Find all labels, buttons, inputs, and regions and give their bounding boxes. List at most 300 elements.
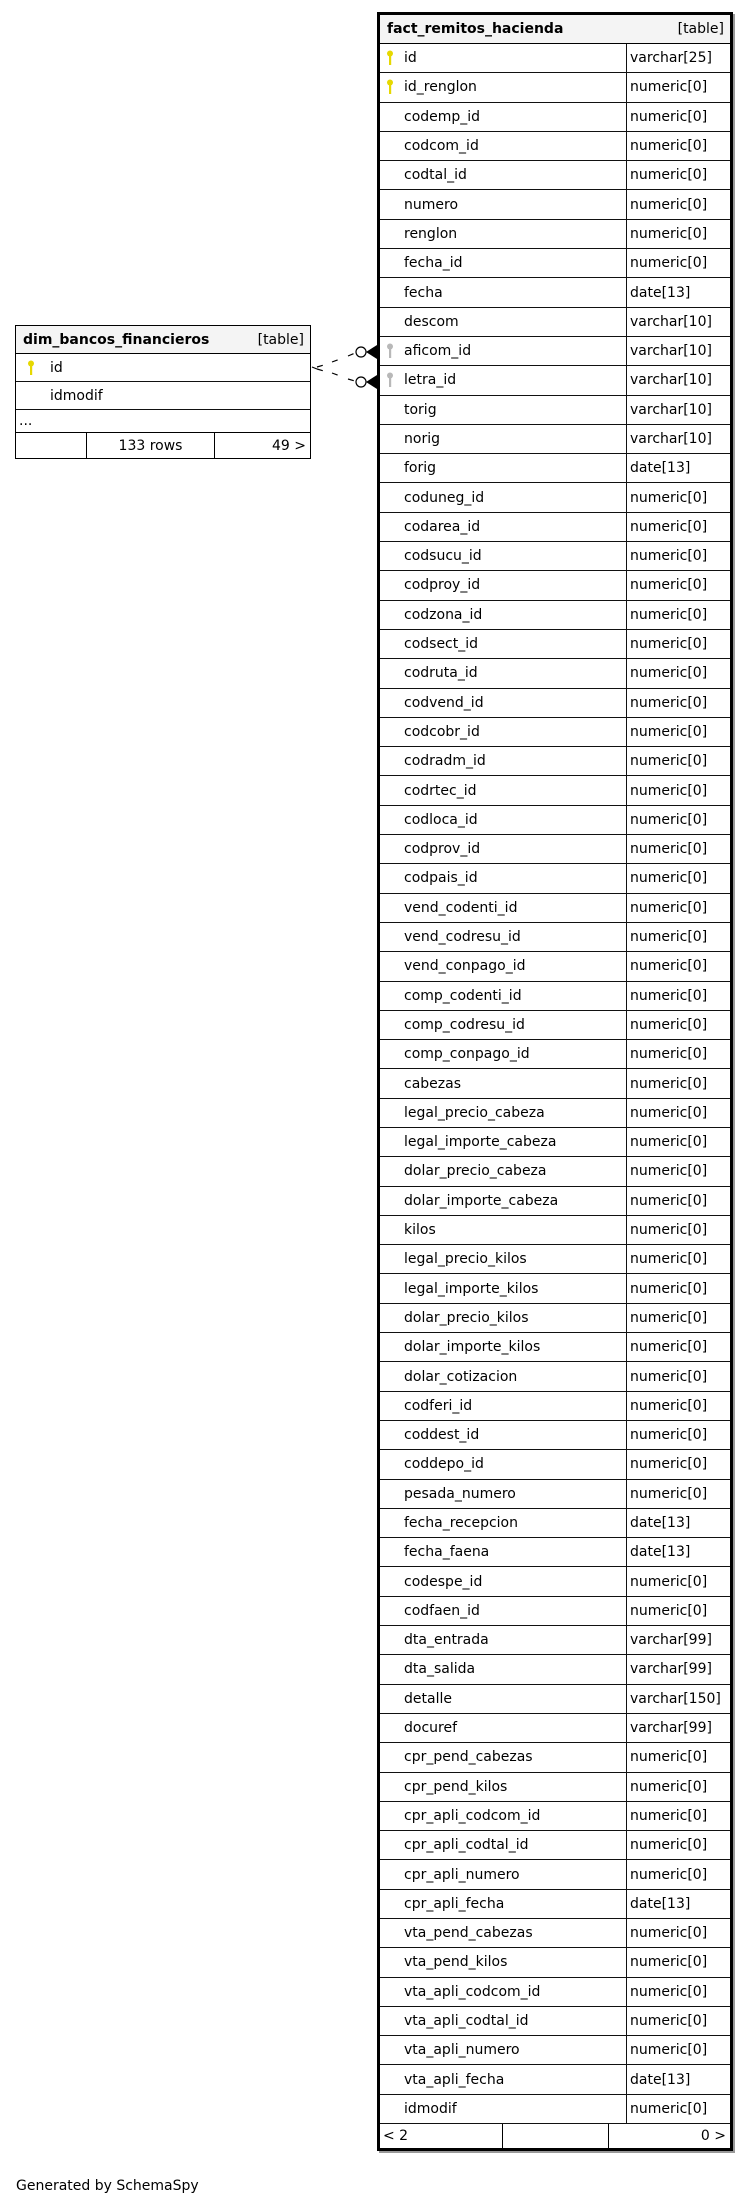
column-type: numeric[0]	[626, 1802, 730, 1830]
column-row-cabezas[interactable]	[380, 1069, 730, 1098]
column-type: numeric[0]	[626, 1304, 730, 1332]
column-name: coddest_id	[404, 1427, 480, 1444]
no-key-slot	[380, 659, 400, 687]
column-row-cpr-pend-kilos[interactable]	[380, 1773, 730, 1802]
column-type: numeric[0]	[626, 1392, 730, 1420]
column-name: codprov_id	[404, 841, 481, 858]
primary-key-icon	[16, 354, 46, 381]
column-name: vta_apli_codtal_id	[404, 2013, 529, 2030]
column-row-cpr-apli-codtal-id[interactable]	[380, 1831, 730, 1860]
column-name: coduneg_id	[404, 489, 485, 506]
column-type: numeric[0]	[626, 2007, 730, 2035]
column-name: dolar_precio_cabeza	[404, 1163, 547, 1180]
column-row-renglon[interactable]	[380, 220, 730, 249]
column-name: codtal_id	[404, 167, 467, 184]
column-row-vta-apli-codtal-id[interactable]	[380, 2007, 730, 2036]
column-name: dolar_importe_cabeza	[404, 1192, 559, 1209]
column-type: numeric[0]	[626, 73, 730, 101]
column-row-cpr-apli-numero[interactable]	[380, 1860, 730, 1889]
column-row-id[interactable]	[16, 354, 310, 382]
column-row-dolar-precio-cabeza[interactable]	[380, 1157, 730, 1186]
no-key-slot	[380, 952, 400, 980]
no-key-slot	[380, 2007, 400, 2035]
column-row-cpr-apli-fecha[interactable]	[380, 1890, 730, 1919]
no-key-slot	[380, 747, 400, 775]
column-row-codradm-id[interactable]	[380, 747, 730, 776]
no-key-slot	[380, 1919, 400, 1947]
column-name: norig	[404, 431, 440, 447]
no-key-slot	[380, 1978, 400, 2006]
column-name: codfaen_id	[404, 1602, 480, 1619]
column-row-codcom-id[interactable]	[380, 132, 730, 161]
column-type: numeric[0]	[626, 923, 730, 951]
column-type: numeric[0]	[626, 1831, 730, 1859]
column-name: legal_precio_kilos	[404, 1251, 527, 1268]
column-row-codsect-id[interactable]	[380, 630, 730, 659]
column-name: vta_pend_kilos	[404, 1954, 508, 1971]
column-name: vta_apli_codcom_id	[404, 1983, 541, 2000]
column-name: legal_importe_kilos	[404, 1280, 539, 1297]
column-name: dolar_precio_kilos	[404, 1309, 529, 1326]
no-key-slot	[380, 1011, 400, 1039]
no-key-slot	[380, 1626, 400, 1654]
no-key-slot	[380, 220, 400, 248]
column-row-dolar-precio-kilos[interactable]	[380, 1304, 730, 1333]
no-key-slot	[380, 571, 400, 599]
column-name: legal_precio_cabeza	[404, 1104, 545, 1121]
column-type: numeric[0]	[626, 1860, 730, 1888]
column-name: renglon	[404, 225, 458, 242]
primary-key-icon	[380, 73, 400, 101]
column-row-norig[interactable]	[380, 425, 730, 454]
generated-by-label: Generated by SchemaSpy	[16, 2178, 199, 2194]
column-row-torig[interactable]	[380, 396, 730, 425]
relationship-connector	[310, 340, 380, 390]
column-name: fecha_recepcion	[404, 1514, 518, 1531]
children-count: 49 >	[272, 437, 306, 454]
table-name[interactable]: dim_bancos_financieros	[23, 331, 210, 348]
column-name: coddepo_id	[404, 1456, 484, 1473]
column-type: numeric[0]	[626, 1362, 730, 1390]
no-key-slot	[380, 1714, 400, 1742]
table-header[interactable]	[380, 15, 730, 44]
column-row-dolar-importe-cabeza[interactable]	[380, 1187, 730, 1216]
no-key-slot	[380, 806, 400, 834]
column-type: numeric[0]	[626, 747, 730, 775]
column-type: numeric[0]	[626, 1567, 730, 1595]
more-columns-ellipsis: ...	[16, 410, 310, 433]
column-type: numeric[0]	[626, 1919, 730, 1947]
table-footer	[380, 2124, 730, 2148]
column-name: dolar_importe_kilos	[404, 1339, 541, 1356]
column-row-codfaen-id[interactable]	[380, 1597, 730, 1626]
column-name: fecha_id	[404, 255, 463, 272]
column-row-vta-pend-kilos[interactable]	[380, 1948, 730, 1977]
column-name: cpr_apli_codcom_id	[404, 1807, 541, 1824]
column-row-vta-pend-cabezas[interactable]	[380, 1919, 730, 1948]
column-row-detalle[interactable]	[380, 1685, 730, 1714]
column-row-kilos[interactable]	[380, 1216, 730, 1245]
column-row-codrtec-id[interactable]	[380, 776, 730, 805]
column-name: codpais_id	[404, 870, 478, 887]
column-type: numeric[0]	[626, 1978, 730, 2006]
column-name: codzona_id	[404, 606, 483, 623]
no-key-slot	[380, 982, 400, 1010]
column-type: numeric[0]	[626, 1421, 730, 1449]
column-row-idmodif[interactable]	[16, 382, 310, 410]
no-key-slot	[380, 103, 400, 131]
column-row-cpr-pend-cabezas[interactable]	[380, 1743, 730, 1772]
column-type: numeric[0]	[626, 1099, 730, 1127]
no-key-slot	[380, 1802, 400, 1830]
column-name: vend_conpago_id	[404, 958, 526, 975]
primary-key-icon	[380, 44, 400, 72]
no-key-slot	[380, 1187, 400, 1215]
no-key-slot	[380, 835, 400, 863]
column-name: codproy_id	[404, 577, 481, 594]
column-name: codvend_id	[404, 694, 484, 711]
column-type: numeric[0]	[626, 249, 730, 277]
column-name: codruta_id	[404, 665, 478, 682]
column-row-id-renglon[interactable]	[380, 73, 730, 102]
column-type: numeric[0]	[626, 190, 730, 218]
row-count	[503, 2124, 609, 2148]
column-row-vta-apli-codcom-id[interactable]	[380, 1978, 730, 2007]
column-type: numeric[0]	[626, 894, 730, 922]
column-row-codarea-id[interactable]	[380, 513, 730, 542]
column-type: numeric[0]	[626, 1011, 730, 1039]
table-kind: [table]	[257, 331, 304, 348]
column-name: torig	[404, 401, 437, 418]
column-type: varchar[10]	[626, 337, 730, 365]
column-name: cpr_apli_fecha	[404, 1895, 505, 1912]
no-key-slot	[380, 1069, 400, 1097]
no-key-slot	[380, 630, 400, 658]
column-type: numeric[0]	[626, 1450, 730, 1478]
no-key-slot	[16, 382, 46, 409]
no-key-slot	[380, 1304, 400, 1332]
no-key-slot	[380, 1245, 400, 1273]
column-type: date[13]	[626, 2065, 730, 2093]
no-key-slot	[380, 1567, 400, 1595]
column-row-codproy-id[interactable]	[380, 571, 730, 600]
column-type: numeric[0]	[626, 952, 730, 980]
column-row-fecha[interactable]	[380, 278, 730, 307]
no-key-slot	[380, 864, 400, 892]
column-name: dta_entrada	[404, 1632, 489, 1649]
no-key-slot	[380, 542, 400, 570]
no-key-slot	[380, 776, 400, 804]
column-row-codruta-id[interactable]	[380, 659, 730, 688]
column-name: cpr_pend_kilos	[404, 1778, 508, 1795]
no-key-slot	[380, 513, 400, 541]
column-row-dolar-cotizacion[interactable]	[380, 1362, 730, 1391]
column-row-id[interactable]	[380, 44, 730, 73]
column-name: id_renglon	[404, 79, 477, 96]
no-key-slot	[380, 1948, 400, 1976]
column-row-codvend-id[interactable]	[380, 689, 730, 718]
column-row-vta-apli-numero[interactable]	[380, 2036, 730, 2065]
column-row-legal-importe-kilos[interactable]	[380, 1274, 730, 1303]
column-type: numeric[0]	[626, 1948, 730, 1976]
column-row-docuref[interactable]	[380, 1714, 730, 1743]
column-type: numeric[0]	[626, 864, 730, 892]
no-key-slot	[380, 278, 400, 306]
column-name: vta_apli_numero	[404, 2042, 520, 2059]
column-type: numeric[0]	[626, 630, 730, 658]
no-key-slot	[380, 1597, 400, 1625]
no-key-slot	[380, 454, 400, 482]
column-name: fecha_faena	[404, 1544, 490, 1561]
column-row-vend-conpago-id[interactable]	[380, 952, 730, 981]
column-name: codloca_id	[404, 811, 478, 828]
column-row-codferi-id[interactable]	[380, 1392, 730, 1421]
column-row-dta-entrada[interactable]	[380, 1626, 730, 1655]
no-key-slot	[380, 689, 400, 717]
column-name: comp_codenti_id	[404, 987, 522, 1004]
column-type: varchar[150]	[626, 1685, 730, 1713]
column-type: date[13]	[626, 278, 730, 306]
column-row-fecha-id[interactable]	[380, 249, 730, 278]
column-type: numeric[0]	[626, 1216, 730, 1244]
column-type: varchar[25]	[626, 44, 730, 72]
no-key-slot	[380, 2036, 400, 2064]
column-name: codsect_id	[404, 636, 479, 653]
column-row-legal-precio-kilos[interactable]	[380, 1245, 730, 1274]
column-name: descom	[404, 313, 459, 330]
column-type: numeric[0]	[626, 220, 730, 248]
column-type: numeric[0]	[626, 601, 730, 629]
column-row-codespe-id[interactable]	[380, 1567, 730, 1596]
no-key-slot	[380, 1216, 400, 1244]
column-name: cpr_pend_cabezas	[404, 1749, 533, 1766]
no-key-slot	[380, 601, 400, 629]
column-name: docuref	[404, 1720, 458, 1737]
column-type: numeric[0]	[626, 1157, 730, 1185]
column-name: dolar_cotizacion	[404, 1368, 518, 1385]
table-fact-remitos-hacienda[interactable]	[377, 12, 733, 2151]
crowfoot-aficom	[366, 345, 377, 359]
column-type: date[13]	[626, 1509, 730, 1537]
column-type: numeric[0]	[626, 571, 730, 599]
children-count: 0 >	[700, 2128, 726, 2145]
column-row-coddepo-id[interactable]	[380, 1450, 730, 1479]
no-key-slot	[380, 483, 400, 511]
no-key-slot	[380, 1538, 400, 1566]
zero-many-circle-aficom	[356, 347, 366, 357]
column-name: letra_id	[404, 372, 457, 389]
column-row-dta-salida[interactable]	[380, 1655, 730, 1684]
crowfoot-letra	[366, 375, 377, 389]
column-type: numeric[0]	[626, 982, 730, 1010]
column-type: numeric[0]	[626, 1597, 730, 1625]
column-name: codespe_id	[404, 1573, 483, 1590]
no-key-slot	[380, 1421, 400, 1449]
column-name: id	[50, 359, 63, 376]
column-name: pesada_numero	[404, 1485, 516, 1502]
column-type: numeric[0]	[626, 1128, 730, 1156]
column-type: numeric[0]	[626, 718, 730, 746]
column-row-coddest-id[interactable]	[380, 1421, 730, 1450]
column-row-codpais-id[interactable]	[380, 864, 730, 893]
no-key-slot	[380, 1450, 400, 1478]
no-key-slot	[380, 1743, 400, 1771]
column-name: cpr_apli_numero	[404, 1866, 520, 1883]
no-key-slot	[380, 1333, 400, 1361]
column-row-descom[interactable]	[380, 308, 730, 337]
table-kind: [table]	[677, 21, 724, 37]
column-row-aficom-id[interactable]	[380, 337, 730, 366]
column-type: numeric[0]	[626, 2095, 730, 2123]
column-type: numeric[0]	[626, 1069, 730, 1097]
column-row-idmodif[interactable]	[380, 2095, 730, 2124]
column-type: numeric[0]	[626, 689, 730, 717]
column-row-comp-codresu-id[interactable]	[380, 1011, 730, 1040]
no-key-slot	[380, 132, 400, 160]
column-type: date[13]	[626, 454, 730, 482]
column-row-legal-importe-cabeza[interactable]	[380, 1128, 730, 1157]
no-key-slot	[380, 1128, 400, 1156]
column-type: varchar[99]	[626, 1714, 730, 1742]
column-name: vta_apli_fecha	[404, 2071, 505, 2088]
column-row-cpr-apli-codcom-id[interactable]	[380, 1802, 730, 1831]
column-row-numero[interactable]	[380, 190, 730, 219]
no-key-slot	[380, 190, 400, 218]
column-type: numeric[0]	[626, 835, 730, 863]
column-name: idmodif	[404, 2100, 457, 2117]
column-name: aficom_id	[404, 343, 472, 360]
column-row-codemp-id[interactable]	[380, 103, 730, 132]
no-key-slot	[380, 1509, 400, 1537]
no-key-slot	[380, 1890, 400, 1918]
no-key-slot	[380, 1362, 400, 1390]
column-type: varchar[10]	[626, 425, 730, 453]
parents-count	[16, 433, 87, 458]
column-name: vta_pend_cabezas	[404, 1925, 533, 1942]
no-key-slot	[380, 1831, 400, 1859]
column-row-fecha-faena[interactable]	[380, 1538, 730, 1567]
column-name: codemp_id	[404, 108, 481, 125]
no-key-slot	[380, 161, 400, 189]
column-row-codsucu-id[interactable]	[380, 542, 730, 571]
column-row-codcobr-id[interactable]	[380, 718, 730, 747]
column-type: numeric[0]	[626, 1333, 730, 1361]
column-name: cpr_apli_codtal_id	[404, 1837, 529, 1854]
column-type: varchar[99]	[626, 1626, 730, 1654]
parents-count: < 2	[380, 2124, 503, 2148]
column-name: codcobr_id	[404, 723, 480, 740]
column-type: numeric[0]	[626, 1480, 730, 1508]
table-footer	[16, 433, 310, 458]
column-row-letra-id[interactable]	[380, 366, 730, 395]
relationship-line-aficom	[317, 353, 355, 367]
column-name: codsucu_id	[404, 548, 482, 565]
column-type: numeric[0]	[626, 1743, 730, 1771]
no-key-slot	[380, 894, 400, 922]
no-key-slot	[380, 2095, 400, 2123]
column-type: numeric[0]	[626, 542, 730, 570]
no-key-slot	[380, 1655, 400, 1683]
no-key-slot	[380, 425, 400, 453]
table-name[interactable]: fact_remitos_hacienda	[387, 21, 564, 37]
column-row-vend-codenti-id[interactable]	[380, 894, 730, 923]
column-type: numeric[0]	[626, 103, 730, 131]
table-header[interactable]	[16, 326, 310, 354]
column-type: varchar[10]	[626, 396, 730, 424]
column-row-codloca-id[interactable]	[380, 806, 730, 835]
column-row-legal-precio-cabeza[interactable]	[380, 1099, 730, 1128]
column-type: numeric[0]	[626, 1773, 730, 1801]
column-row-dolar-importe-kilos[interactable]	[380, 1333, 730, 1362]
column-row-vend-codresu-id[interactable]	[380, 923, 730, 952]
column-type: date[13]	[626, 1890, 730, 1918]
no-key-slot	[380, 308, 400, 336]
column-name: codradm_id	[404, 753, 486, 770]
column-name: codferi_id	[404, 1397, 473, 1414]
column-type: numeric[0]	[626, 2036, 730, 2064]
no-key-slot	[380, 249, 400, 277]
column-row-vta-apli-fecha[interactable]	[380, 2065, 730, 2094]
column-name: codarea_id	[404, 518, 481, 535]
relationship-line-letra	[317, 369, 355, 381]
column-type: numeric[0]	[626, 483, 730, 511]
column-type: numeric[0]	[626, 776, 730, 804]
zero-many-circle-letra	[356, 377, 366, 387]
column-row-coduneg-id[interactable]	[380, 483, 730, 512]
column-row-codzona-id[interactable]	[380, 601, 730, 630]
column-row-comp-codenti-id[interactable]	[380, 982, 730, 1011]
no-key-slot	[380, 1040, 400, 1068]
column-type: numeric[0]	[626, 1274, 730, 1302]
column-row-forig[interactable]	[380, 454, 730, 483]
column-name: dta_salida	[404, 1661, 476, 1678]
column-row-pesada-numero[interactable]	[380, 1480, 730, 1509]
column-name: legal_importe_cabeza	[404, 1134, 557, 1151]
no-key-slot	[380, 1860, 400, 1888]
column-type: varchar[99]	[626, 1655, 730, 1683]
column-name: forig	[404, 460, 437, 477]
column-name: fecha	[404, 284, 443, 301]
column-type: numeric[0]	[626, 132, 730, 160]
no-key-slot	[380, 2065, 400, 2093]
column-name: numero	[404, 196, 459, 213]
column-row-codtal-id[interactable]	[380, 161, 730, 190]
column-type: date[13]	[626, 1538, 730, 1566]
no-key-slot	[380, 718, 400, 746]
column-name: kilos	[404, 1222, 436, 1239]
no-key-slot	[380, 1392, 400, 1420]
row-count: 133 rows	[87, 433, 215, 458]
column-row-fecha-recepcion[interactable]	[380, 1509, 730, 1538]
no-key-slot	[380, 1480, 400, 1508]
column-type: numeric[0]	[626, 1187, 730, 1215]
column-name: codrtec_id	[404, 782, 477, 799]
column-row-codprov-id[interactable]	[380, 835, 730, 864]
column-type: numeric[0]	[626, 161, 730, 189]
column-name: cabezas	[404, 1075, 461, 1092]
foreign-key-icon	[380, 337, 400, 365]
column-type: varchar[10]	[626, 308, 730, 336]
table-dim-bancos-financieros[interactable]	[15, 325, 311, 459]
column-name: idmodif	[50, 387, 103, 404]
no-key-slot	[380, 1773, 400, 1801]
column-type: varchar[10]	[626, 366, 730, 394]
no-key-slot	[380, 1157, 400, 1185]
foreign-key-icon	[380, 366, 400, 394]
column-row-comp-conpago-id[interactable]	[380, 1040, 730, 1069]
column-type: numeric[0]	[626, 513, 730, 541]
column-name: id	[404, 50, 417, 67]
